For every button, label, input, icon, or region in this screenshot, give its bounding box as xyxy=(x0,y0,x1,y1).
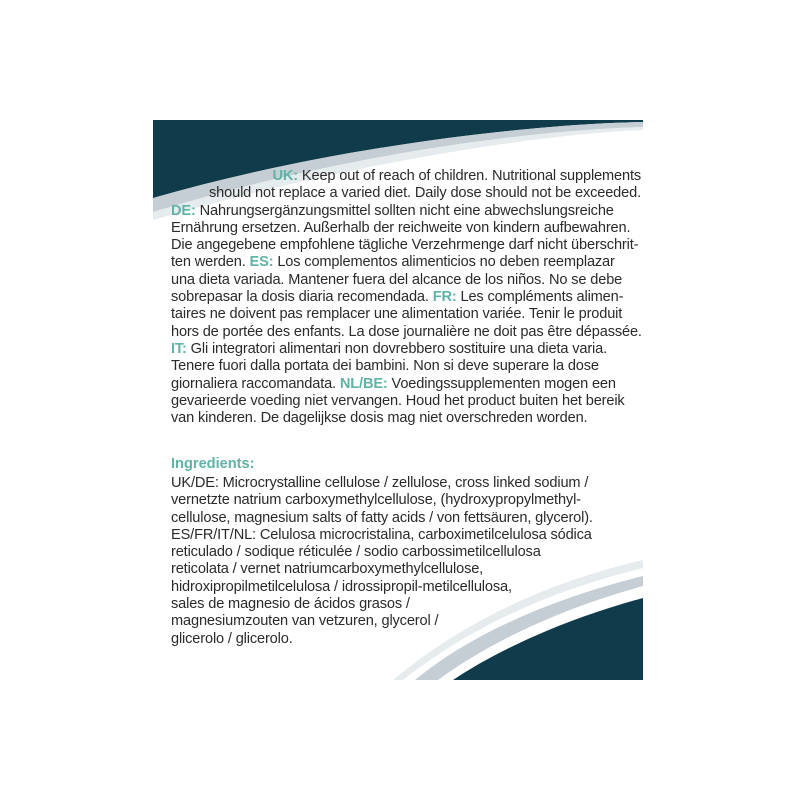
ingredients-block xyxy=(171,475,641,648)
warnings-block xyxy=(171,168,641,427)
lang-code-uk: UK: xyxy=(272,168,298,184)
ingredient-line: cellulose, magnesium salts of fatty acids / von fettsäuren, glycerol). xyxy=(171,509,593,526)
ingredient-line: reticolata / vernet natriumcarboxymethylcellulose, xyxy=(171,561,484,578)
lang-code-fr: FR: xyxy=(432,289,457,306)
warning-line: IT: Gli integratori alimentari non dovrebbero sostituire una dieta varia. xyxy=(171,340,608,357)
ingredient-line: UK/DE: Microcrystalline cellulose / zellulose, cross linked sodium / xyxy=(171,475,589,491)
warning-line: Tenere fuori dalla portata dei bambini. Non si deve superare la dose xyxy=(171,358,599,375)
warning-line: UK: Keep out of reach of children. Nutritional supplements xyxy=(272,168,641,184)
warning-line: gevarieerde voeding niet vervangen. Houd het product buiten het bereik xyxy=(171,392,625,409)
warning-line: should not replace a varied diet. Daily dose should not be exceeded. xyxy=(209,185,641,202)
warning-line: Ernährung ersetzen. Außerhalb der reichweite von kindern aufbewahren. xyxy=(171,219,631,236)
lang-code-nl: NL/BE: xyxy=(339,375,388,392)
ingredient-line: ES/FR/IT/NL: Celulosa microcristalina, carboximetilcelulosa sódica xyxy=(171,526,592,543)
warning-line: hors de portée des enfants. La dose journalière ne doit pas être dépassée. xyxy=(171,323,642,340)
ingredient-line: glicerolo / glicerolo. xyxy=(171,630,293,647)
warning-line: sobrepasar la dosis diaria recomendada. FR: Les compléments alimen- xyxy=(171,289,624,306)
warning-line: van kinderen. De dagelijkse dosis mag niet overschreden worden. xyxy=(171,410,588,427)
warning-line: ten werden. ES: Los complementos alimenticios no deben reemplazar xyxy=(171,254,615,271)
ingredient-line: magnesiumzouten van vetzuren, glycerol / xyxy=(171,613,439,630)
warning-line: DE: Nahrungsergänzungsmittel sollten nicht eine abwechslungsreiche xyxy=(171,202,614,219)
ingredient-line: sales de magnesio de ácidos grasos / xyxy=(171,596,410,613)
ingredient-line: hidroxipropilmetilcelulosa / idrossipropil-metilcellulosa, xyxy=(171,578,512,595)
ingredient-line: reticulado / sodique réticulée / sodio carbossimetilcellulosa xyxy=(171,544,541,561)
warning-line: una dieta variada. Mantener fuera del alcance de los niños. No se debe xyxy=(171,271,623,288)
warning-line: taires ne doivent pas remplacer une alimentation variée. Tenir le produit xyxy=(171,306,623,323)
ingredients-heading: Ingredients: xyxy=(171,456,255,472)
ingredient-line: vernetzte natrium carboxymethylcellulose, (hydroxypropylmethyl- xyxy=(171,492,581,509)
supplement-label-panel xyxy=(153,120,643,680)
warning-line: giornaliera raccomandata. NL/BE: Voedingssupplementen mogen een xyxy=(171,375,616,392)
lang-code-es: ES: xyxy=(249,254,274,271)
lang-code-it: IT: xyxy=(171,340,187,357)
warning-line: Die angegebene empfohlene tägliche Verzehrmenge darf nicht überschrit- xyxy=(171,237,639,254)
lang-code-de: DE: xyxy=(171,202,196,219)
